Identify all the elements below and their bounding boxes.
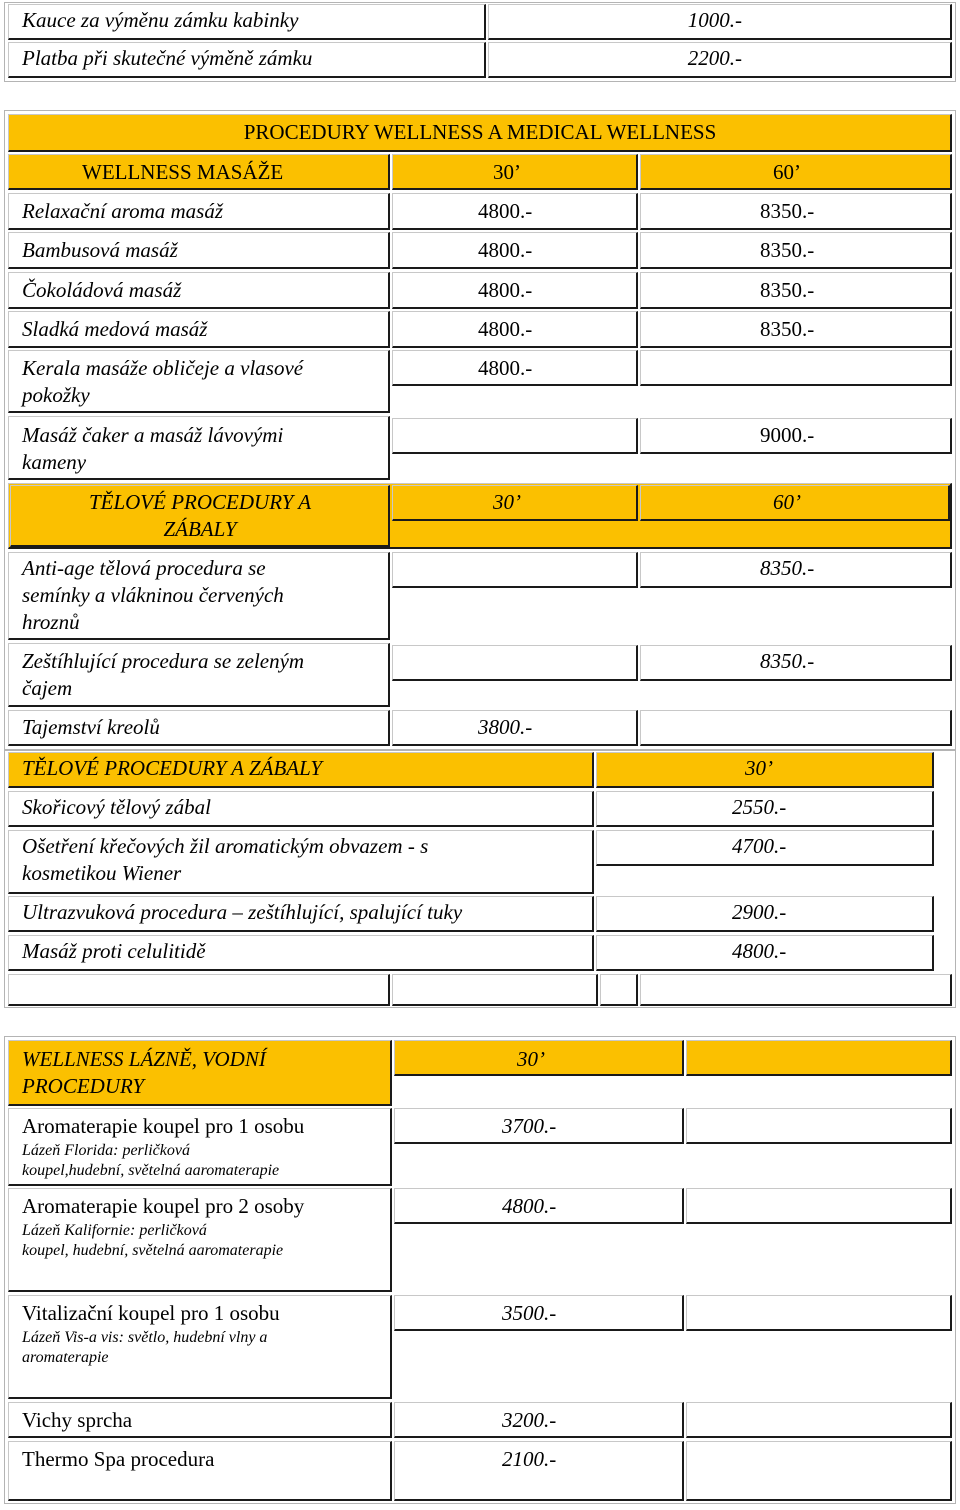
empty-cell [8,974,390,1006]
spa-title: Aromaterapie koupel pro 1 osobu [22,1114,305,1138]
body-price-60: 8350.- [760,556,815,580]
duration-30-label: 30’ [745,756,773,780]
duration-60-label: 60’ [773,160,801,184]
duration-30-label: 30’ [493,490,521,514]
massage-price-cell [640,350,952,386]
body-label: semínky a vlákninou červených [22,583,284,607]
body-header-label: ZÁBALY [163,517,237,541]
body-price-60: 8350.- [760,649,815,673]
spa-title: Thermo Spa procedura [22,1447,215,1471]
deposit-price: 2200.- [687,46,742,70]
deposit-label: Kauce za výměnu zámku kabinky [22,8,299,32]
massage-price-60: 8350.- [760,317,815,341]
wraps-label: kosmetikou Wiener [22,861,182,885]
massage-label: pokožky [22,383,90,407]
body-label: hroznů [22,610,80,634]
wraps-header-label: TĚLOVÉ PROCEDURY A ZÁBALY [22,756,323,780]
massage-label: Bambusová masáž [22,238,178,262]
body-price-cell [392,645,638,681]
spa-header-cell [686,1040,952,1076]
massage-price-30: 4800.- [478,278,533,302]
duration-60-label: 60’ [773,490,801,514]
massage-price-60: 8350.- [760,238,815,262]
spa-desc: Lázeň Vis-a vis: světlo, hudební vlny a [22,1329,268,1346]
duration-30-label: 30’ [517,1047,545,1071]
massage-price-60: 9000.- [760,423,815,447]
massage-label: Sladká medová masáž [22,317,208,341]
massage-header-label: WELLNESS MASÁŽE [82,160,284,184]
massage-label: Kerala masáže obličeje a vlasové [22,356,304,380]
spa-title: Aromaterapie koupel pro 2 osoby [22,1194,305,1218]
duration-30-label: 30’ [493,160,521,184]
spa-desc: Lázeň Florida: perličková [22,1142,190,1159]
body-label: Zeštíhlující procedura se zeleným [22,649,305,673]
spa-desc: koupel,hudební, světelná aaromaterapie [22,1162,280,1179]
wraps-label: Skořicový tělový zábal [22,795,211,819]
wraps-label: Ultrazvuková procedura – zeštíhlující, spalující tuky [22,900,463,924]
massage-price-30: 4800.- [478,199,533,223]
massage-label: Čokoládová masáž [22,278,182,302]
spa-title: Vitalizační koupel pro 1 osobu [22,1301,280,1325]
massage-label: Relaxační aroma masáž [22,199,224,223]
wraps-price: 2900.- [732,900,787,924]
body-label: čajem [22,676,73,700]
spa-price: 3700.- [502,1114,557,1138]
spa-desc: aromaterapie [22,1349,109,1366]
spa-price-cell [686,1402,952,1438]
wraps-price: 2550.- [732,795,787,819]
deposit-label: Platba při skutečné výměně zámku [22,46,313,70]
body-price-30: 3800.- [478,715,533,739]
spa-price: 2100.- [502,1447,557,1471]
wraps-label: Ošetření křečových žil aromatickým obvazem - s [22,834,429,858]
massage-price-30: 4800.- [478,238,533,262]
empty-cell [600,974,638,1006]
spa-price-cell [686,1108,952,1144]
spa-price-cell [686,1295,952,1331]
massage-label: Masáž čaker a masáž lávovými [22,423,284,447]
spa-price: 3500.- [502,1301,557,1325]
massage-label: kameny [22,450,87,474]
massage-price-30: 4800.- [478,317,533,341]
spa-desc: koupel, hudební, světelná aaromaterapie [22,1242,284,1259]
body-label: Anti-age tělová procedura se [22,556,266,580]
massage-price-cell [392,418,638,454]
empty-cell [392,974,598,1006]
body-header-label: TĚLOVÉ PROCEDURY A [88,490,312,514]
spa-price: 3200.- [502,1408,557,1432]
spa-desc: Lázeň Kalifornie: perličková [22,1222,207,1239]
spa-title: Vichy sprcha [22,1408,133,1432]
spa-header-label: PROCEDURY [22,1074,145,1098]
spa-price-cell [686,1441,952,1501]
deposit-price: 1000.- [687,8,742,32]
spa-header-label: WELLNESS LÁZNĚ, VODNÍ [22,1047,266,1071]
spa-price-cell [686,1188,952,1224]
body-price-cell [392,552,638,588]
empty-cell [640,974,952,1006]
massage-price-60: 8350.- [760,278,815,302]
body-price-cell [640,710,952,746]
wraps-price: 4800.- [732,939,787,963]
wraps-price: 4700.- [732,834,787,858]
spa-price: 4800.- [502,1194,557,1218]
wraps-label: Masáž proti celulitidě [22,939,206,963]
wellness-title: PROCEDURY WELLNESS A MEDICAL WELLNESS [243,120,717,144]
massage-price-30: 4800.- [478,356,533,380]
body-label: Tajemství kreolů [22,715,160,739]
massage-price-60: 8350.- [760,199,815,223]
